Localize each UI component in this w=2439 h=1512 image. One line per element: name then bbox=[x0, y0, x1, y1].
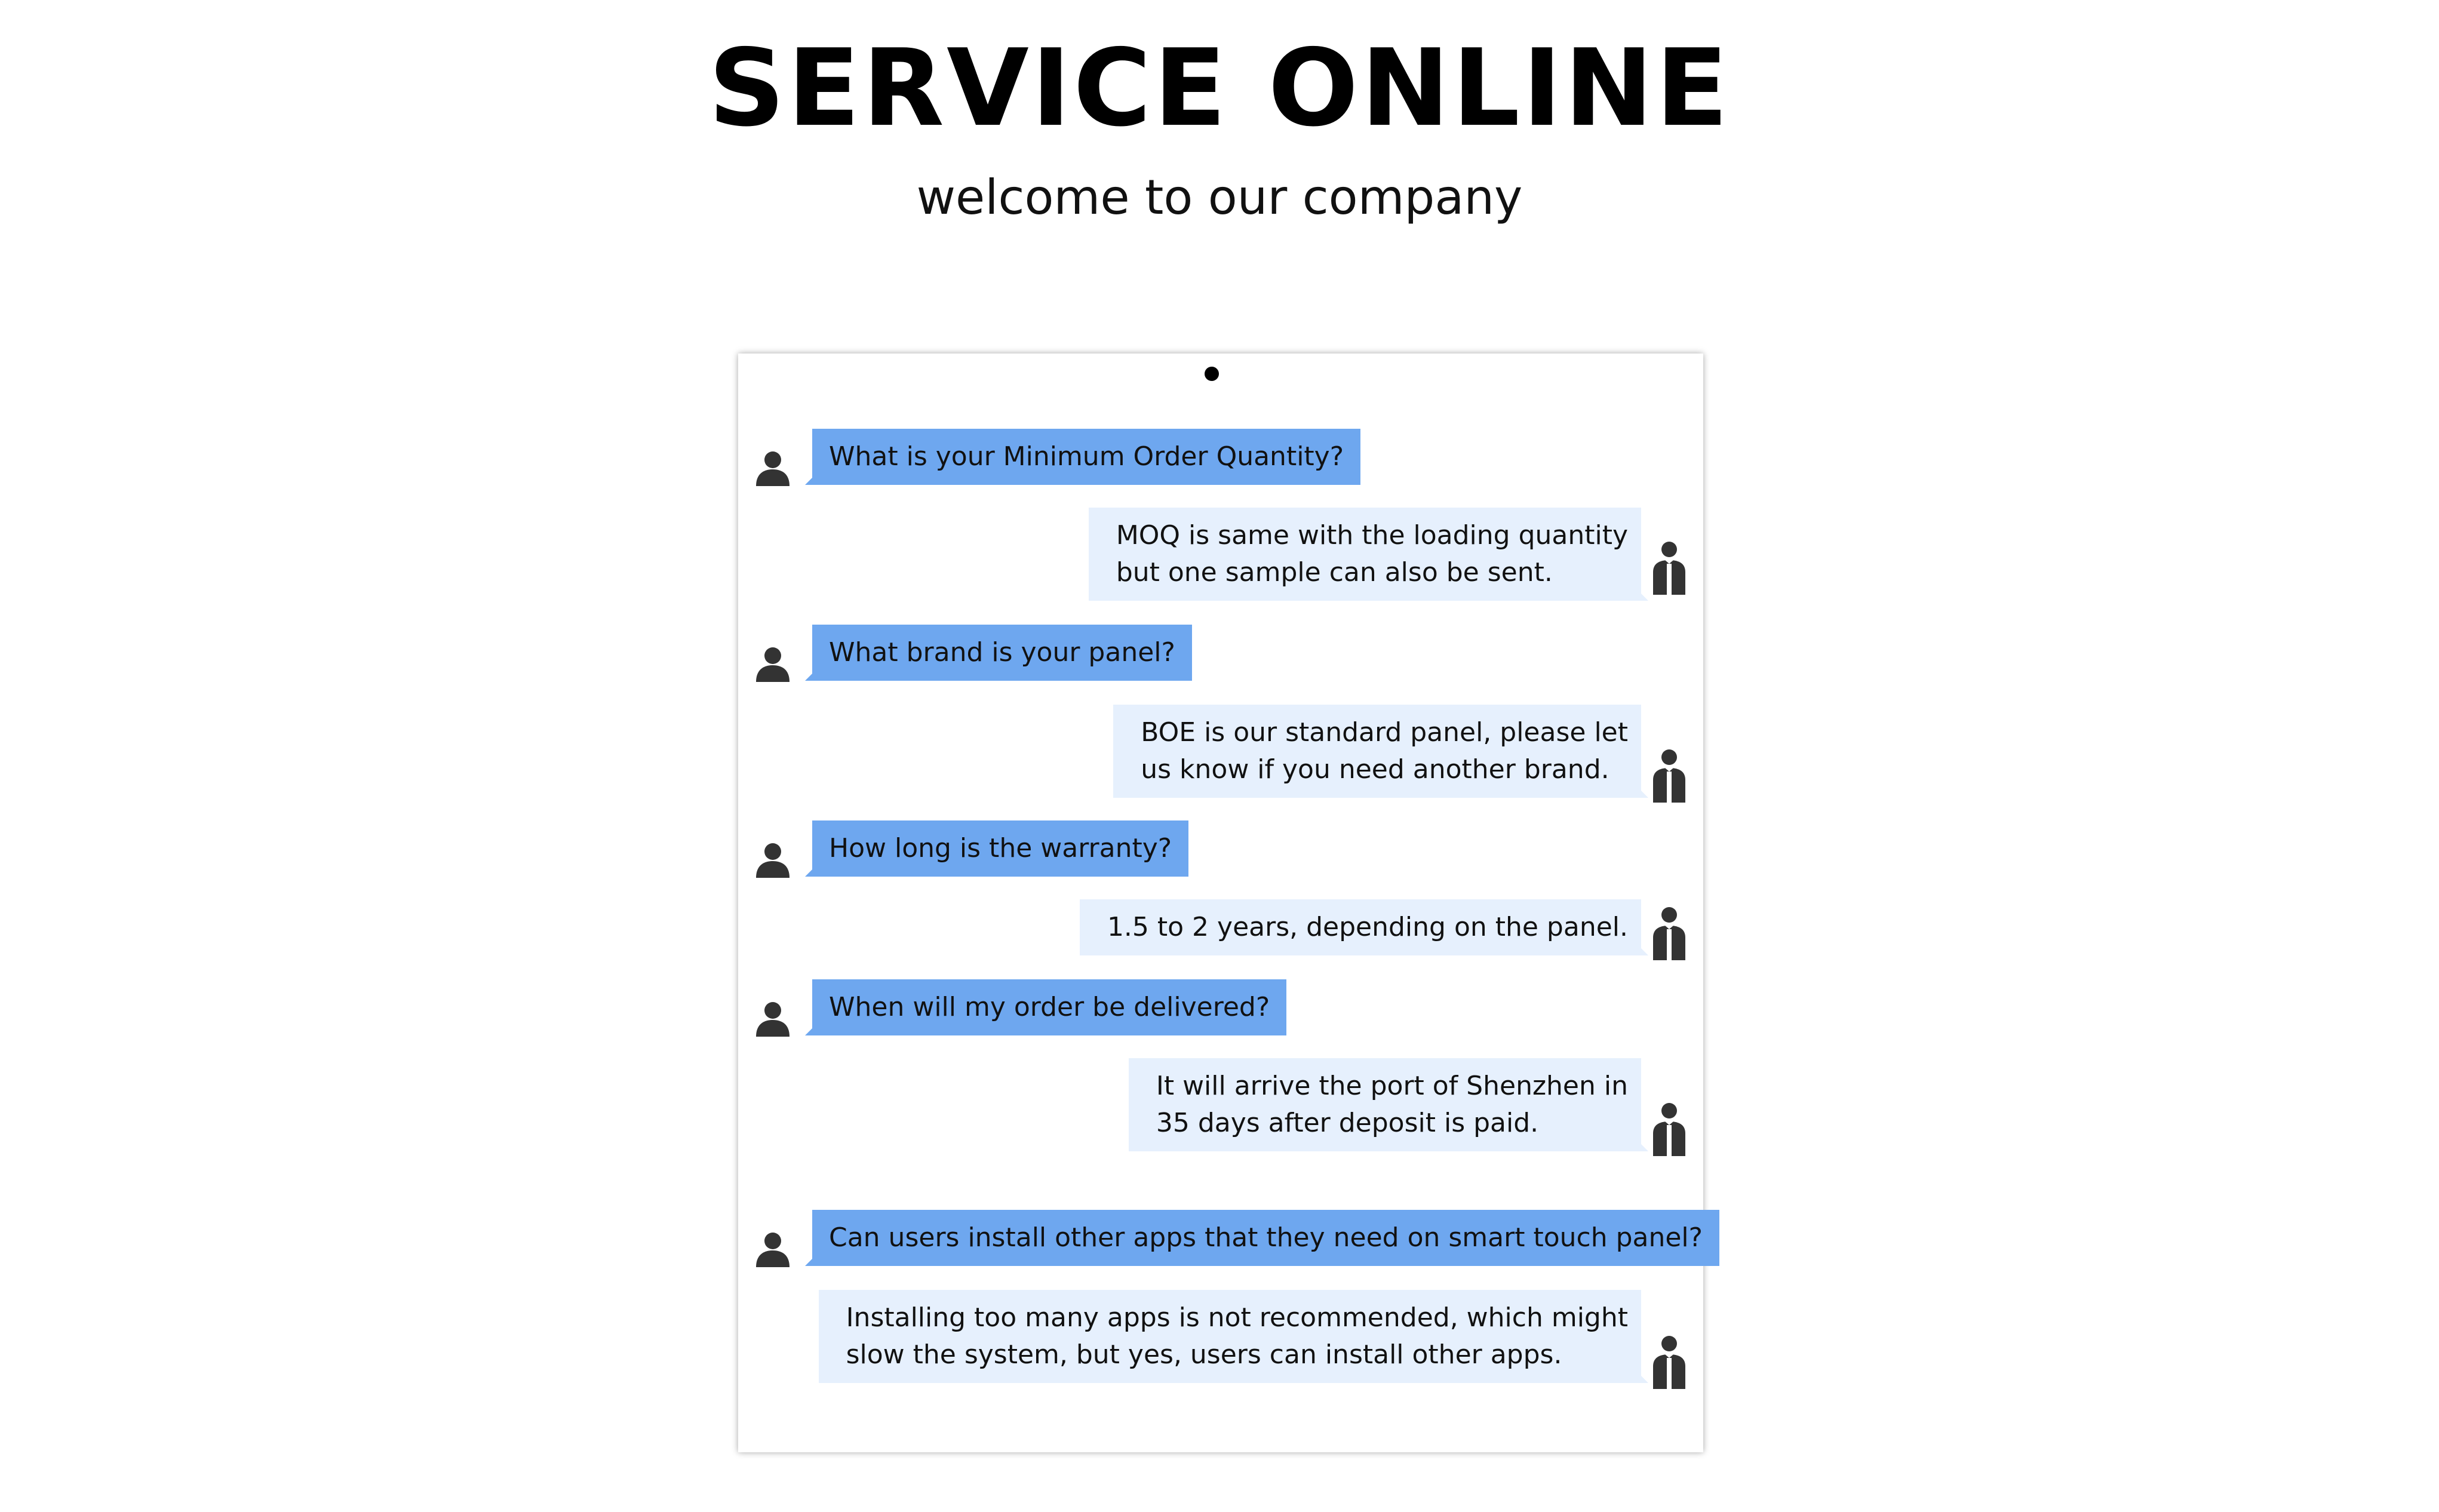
page-title: SERVICE ONLINE bbox=[708, 26, 1731, 150]
page-subtitle: welcome to our company bbox=[916, 170, 1523, 225]
answer-text-line: slow the system, but yes, users can install other apps. bbox=[846, 1339, 1562, 1370]
answer-bubble bbox=[1080, 899, 1641, 955]
answer-bubble bbox=[1129, 1058, 1641, 1151]
question-text: Can users install other apps that they need on smart touch panel? bbox=[829, 1222, 1703, 1253]
user-icon bbox=[754, 645, 792, 683]
answer-bubble bbox=[1089, 508, 1641, 601]
user-icon bbox=[754, 449, 792, 487]
support-agent-icon bbox=[1651, 541, 1688, 595]
question-text: What brand is your panel? bbox=[829, 637, 1175, 668]
answer-text-line: Installing too many apps is not recommended, which might bbox=[846, 1302, 1628, 1333]
user-icon bbox=[754, 1000, 792, 1038]
answer-text-line: us know if you need another brand. bbox=[1141, 754, 1609, 785]
answer-text-line: 35 days after deposit is paid. bbox=[1156, 1108, 1539, 1138]
support-agent-icon bbox=[1651, 1335, 1688, 1389]
answer-text-line: 1.5 to 2 years, depending on the panel. bbox=[1107, 912, 1628, 942]
support-agent-icon bbox=[1651, 1102, 1688, 1156]
question-bubble bbox=[812, 1210, 1719, 1266]
camera-dot bbox=[1205, 367, 1219, 381]
question-bubble bbox=[812, 429, 1360, 485]
support-agent-icon bbox=[1651, 749, 1688, 803]
user-icon bbox=[754, 1230, 792, 1268]
question-bubble bbox=[812, 625, 1192, 681]
question-bubble bbox=[812, 820, 1188, 877]
support-agent-icon bbox=[1651, 906, 1688, 960]
answer-text-line: It will arrive the port of Shenzhen in bbox=[1156, 1071, 1628, 1101]
question-text: How long is the warranty? bbox=[829, 833, 1172, 863]
question-text: What is your Minimum Order Quantity? bbox=[829, 441, 1344, 472]
answer-bubble bbox=[1113, 705, 1641, 798]
answer-text-line: but one sample can also be sent. bbox=[1116, 557, 1553, 588]
answer-text-line: MOQ is same with the loading quantity bbox=[1116, 520, 1628, 551]
answer-bubble bbox=[819, 1290, 1641, 1383]
question-text: When will my order be delivered? bbox=[829, 992, 1270, 1022]
answer-text-line: BOE is our standard panel, please let bbox=[1141, 717, 1628, 748]
user-icon bbox=[754, 841, 792, 879]
question-bubble bbox=[812, 979, 1286, 1035]
